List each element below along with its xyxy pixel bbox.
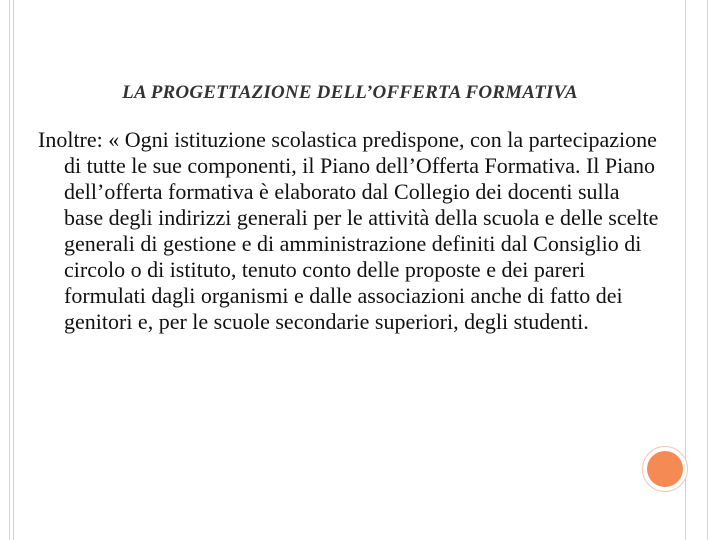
decorative-circle xyxy=(642,446,688,492)
decorative-circle-fill xyxy=(647,451,683,487)
slide-body-text: Inoltre: « Ogni istituzione scolastica predispone, con la partecipazione di tutte le sue componenti, il Piano dell’Offerta Formativa. Il Piano dell’offerta formativa è elaborato dal Collegio dei docenti sulla base degli indirizzi generali per le attività della scuola e delle scelte generali di gestione e di amministrazione definiti dal Consiglio di circolo o di istituto, tenuto conto delle proposte e dei pareri formulati dagli organismi e dalle associazioni anche di fatto dei genitori e, per le scuole secondarie superiori, degli studenti. xyxy=(38,127,659,334)
slide-title: LA PROGETTAZIONE DELL’OFFERTA FORMATIVA xyxy=(122,82,578,103)
